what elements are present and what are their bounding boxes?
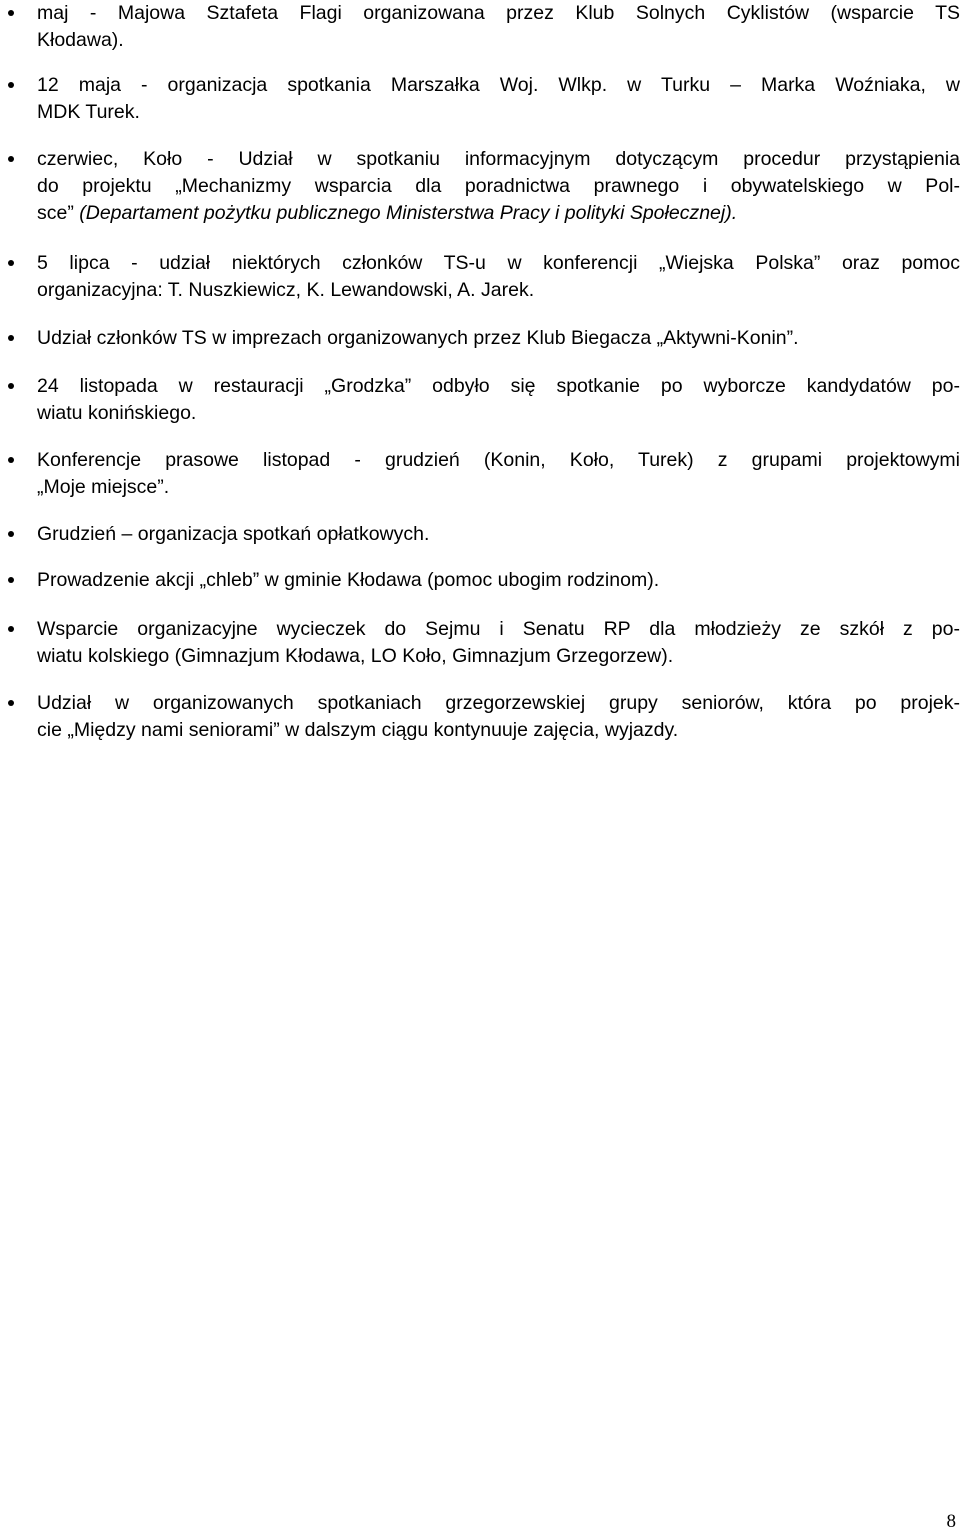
list-item-line: Prowadzenie akcji „chleb” w gminie Kłodawa (pomoc ubogim rodzinom). xyxy=(37,569,660,591)
list-item-line: Grudzień – organizacja spotkań opłatkowych. xyxy=(37,523,430,545)
list-item-line: maj - Majowa Sztafeta Flagi organizowana przez Klub Solnych Cyklistów (wsparcie TS xyxy=(37,2,960,24)
bullet-icon xyxy=(8,156,14,162)
list-item-line: „Moje miejsce”. xyxy=(37,476,170,498)
list-item-line: Wsparcie organizacyjne wycieczek do Sejmu i Senatu RP dla młodzieży ze szkół z po- xyxy=(37,618,960,640)
list-item-line: cie „Między nami seniorami” w dalszym ciągu kontynuuje zajęcia, wyjazdy. xyxy=(37,719,679,741)
list-item-line: czerwiec, Koło - Udział w spotkaniu informacyjnym dotyczącym procedur przystąpienia xyxy=(37,148,960,170)
list-item-text: sce” xyxy=(37,202,80,224)
list-item-line: Udział w organizowanych spotkaniach grzegorzewskiej grupy seniorów, która po projek- xyxy=(37,692,960,714)
list-item-line: wiatu konińskiego. xyxy=(37,402,197,424)
page-number: 8 xyxy=(946,1511,956,1532)
list-item-line: wiatu kolskiego (Gimnazjum Kłodawa, LO Koło, Gimnazjum Grzegorzew). xyxy=(37,645,674,667)
list-item-line: 5 lipca - udział niektórych członków TS-u w konferencji „Wiejska Polska” oraz pomoc xyxy=(37,252,960,274)
bullet-icon xyxy=(8,531,14,537)
list-item-line: do projektu „Mechanizmy wsparcia dla poradnictwa prawnego i obywatelskiego w Pol- xyxy=(37,175,960,197)
bullet-icon xyxy=(8,457,14,463)
bullet-icon xyxy=(8,335,14,341)
bullet-icon xyxy=(8,10,14,16)
bullet-icon xyxy=(8,700,14,706)
list-item-line: 24 listopada w restauracji „Grodzka” odbyło się spotkanie po wyborcze kandydatów po- xyxy=(37,375,960,397)
list-item-line xyxy=(37,200,960,227)
list-item-line: Udział członków TS w imprezach organizowanych przez Klub Biegacza „Aktywni-Konin”. xyxy=(37,327,799,349)
list-item-line: Konferencje prasowe listopad - grudzień (Konin, Koło, Turek) z grupami projektowymi xyxy=(37,449,960,471)
list-item-line: organizacyjna: T. Nuszkiewicz, K. Lewandowski, A. Jarek. xyxy=(37,279,535,301)
bullet-icon xyxy=(8,577,14,583)
bullet-icon xyxy=(8,260,14,266)
list-item-line: Kłodawa). xyxy=(37,29,124,51)
bullet-icon xyxy=(8,82,14,88)
bullet-icon xyxy=(8,626,14,632)
department-name: (Departament pożytku publicznego Ministerstwa Pracy i polityki Społecznej). xyxy=(79,202,738,224)
bullet-icon xyxy=(8,383,14,389)
list-item-line: MDK Turek. xyxy=(37,101,140,123)
list-item-line: 12 maja - organizacja spotkania Marszałka Woj. Wlkp. w Turku – Marka Woźniaka, w xyxy=(37,74,960,96)
